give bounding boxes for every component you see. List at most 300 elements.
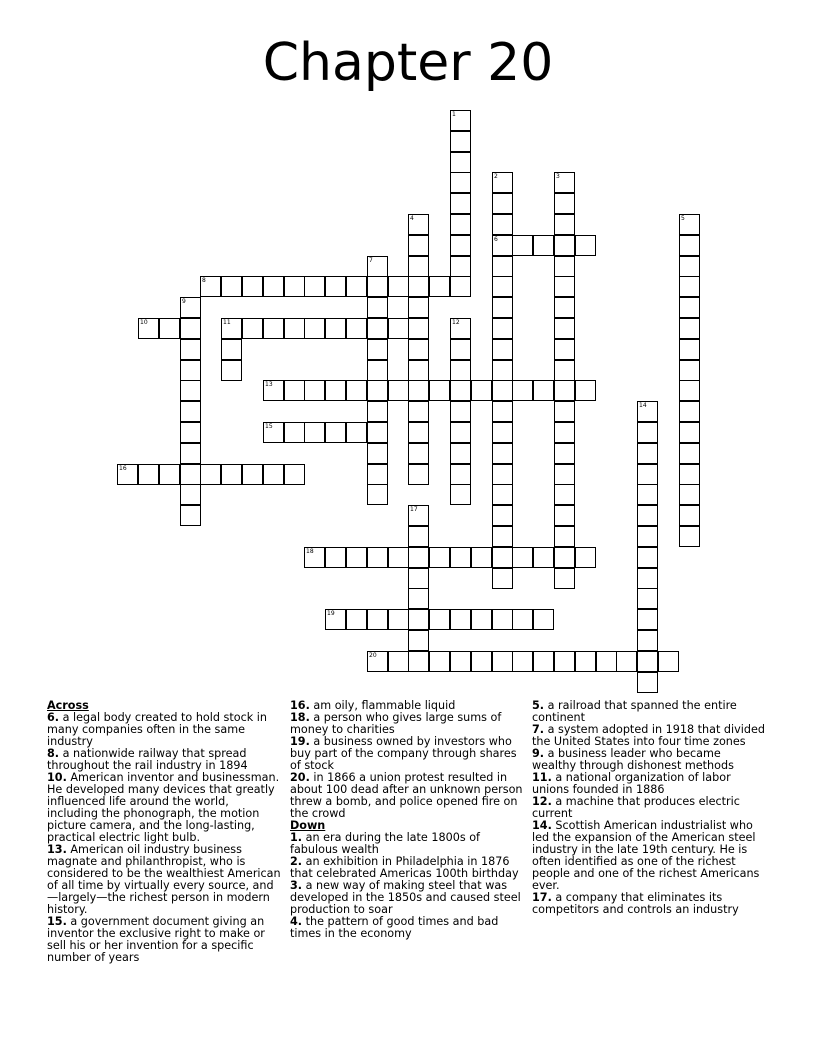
cell-number: 6	[494, 236, 498, 243]
grid-cell[interactable]	[575, 547, 596, 568]
grid-cell[interactable]	[492, 256, 513, 277]
grid-cell[interactable]	[180, 464, 201, 485]
grid-cell[interactable]	[554, 401, 575, 422]
grid-cell[interactable]	[554, 318, 575, 339]
grid-cell[interactable]	[408, 505, 429, 526]
grid-cell[interactable]	[200, 464, 221, 485]
clue-text: am oily, flammable liquid	[313, 699, 456, 712]
clue-down-1	[290, 832, 526, 856]
clue-down-17	[532, 892, 768, 916]
clue-across-20	[290, 772, 526, 820]
grid-cell[interactable]	[492, 547, 513, 568]
grid-cell[interactable]	[159, 464, 180, 485]
grid-cell[interactable]	[512, 235, 533, 256]
grid-cell[interactable]	[450, 131, 471, 152]
grid-cell[interactable]	[492, 276, 513, 297]
grid-cell[interactable]	[637, 672, 658, 693]
grid-cell[interactable]	[450, 152, 471, 173]
grid-cell[interactable]	[575, 380, 596, 401]
clue-across-15	[47, 916, 283, 964]
grid-cell[interactable]	[679, 235, 700, 256]
clue-text: a system adopted in 1918 that divided the United States into four time zones	[532, 723, 765, 748]
grid-cell[interactable]	[554, 339, 575, 360]
clue-number: 1.	[290, 831, 303, 844]
grid-cell[interactable]	[263, 464, 284, 485]
grid-cell[interactable]	[637, 505, 658, 526]
clue-number: 14.	[532, 819, 552, 832]
grid-cell[interactable]	[346, 547, 367, 568]
grid-cell[interactable]	[492, 214, 513, 235]
grid-cell[interactable]	[554, 547, 575, 568]
grid-cell[interactable]	[492, 318, 513, 339]
grid-cell[interactable]	[367, 547, 388, 568]
across-header: Across	[47, 699, 89, 712]
grid-cell[interactable]	[367, 318, 388, 339]
grid-cell[interactable]	[180, 380, 201, 401]
grid-cell[interactable]	[533, 651, 554, 672]
grid-cell[interactable]	[554, 484, 575, 505]
grid-cell[interactable]	[408, 422, 429, 443]
grid-cell[interactable]	[450, 380, 471, 401]
clue-number: 11.	[532, 771, 552, 784]
grid-cell[interactable]	[492, 505, 513, 526]
clue-number: 16.	[290, 699, 310, 712]
grid-cell[interactable]	[492, 609, 513, 630]
grid-cell[interactable]	[450, 443, 471, 464]
grid-cell[interactable]	[388, 651, 409, 672]
grid-cell[interactable]	[284, 422, 305, 443]
clue-number: 5.	[532, 699, 545, 712]
grid-cell[interactable]	[679, 484, 700, 505]
grid-cell[interactable]	[304, 422, 325, 443]
clue-down-14	[532, 820, 768, 892]
clue-across-13	[47, 844, 283, 916]
cell-number: 7	[369, 257, 373, 264]
grid-cell[interactable]	[367, 443, 388, 464]
cell-number: 1	[452, 111, 456, 118]
grid-cell[interactable]	[492, 651, 513, 672]
grid-cell[interactable]	[325, 380, 346, 401]
grid-cell[interactable]	[180, 401, 201, 422]
grid-cell[interactable]	[679, 276, 700, 297]
cell-number: 20	[369, 652, 377, 659]
clue-column-3	[532, 700, 768, 916]
grid-cell[interactable]	[471, 380, 492, 401]
grid-cell[interactable]	[180, 484, 201, 505]
clue-text: a machine that produces electric current	[532, 795, 740, 820]
grid-cell[interactable]	[492, 235, 513, 256]
clue-text: Scottish American industrialist who led the expansion of the American steel industry in the late 19th century. He is often identified as one of the richest people and one of the richest Americans ever.	[532, 819, 760, 892]
grid-cell[interactable]	[304, 380, 325, 401]
grid-cell[interactable]	[242, 464, 263, 485]
grid-cell[interactable]	[367, 297, 388, 318]
grid-cell[interactable]	[637, 422, 658, 443]
grid-cell[interactable]	[180, 505, 201, 526]
grid-cell[interactable]	[263, 318, 284, 339]
grid-cell[interactable]	[221, 318, 242, 339]
clue-number: 3.	[290, 879, 303, 892]
grid-cell[interactable]	[450, 214, 471, 235]
clue-column-1	[47, 700, 283, 964]
grid-cell[interactable]	[637, 651, 658, 672]
clue-down-2	[290, 856, 526, 880]
grid-cell[interactable]	[325, 276, 346, 297]
grid-cell[interactable]	[429, 609, 450, 630]
grid-cell[interactable]	[512, 380, 533, 401]
grid-cell[interactable]	[346, 276, 367, 297]
grid-cell[interactable]	[512, 609, 533, 630]
grid-cell[interactable]	[679, 380, 700, 401]
grid-cell[interactable]	[450, 193, 471, 214]
grid-cell[interactable]	[533, 547, 554, 568]
cell-number: 19	[327, 610, 335, 617]
grid-cell[interactable]	[492, 568, 513, 589]
clue-text: a company that eliminates its competitors and controls an industry	[532, 891, 739, 916]
grid-cell[interactable]	[554, 214, 575, 235]
grid-cell[interactable]	[637, 630, 658, 651]
grid-cell[interactable]	[554, 297, 575, 318]
clue-number: 6.	[47, 711, 60, 724]
clue-down-4	[290, 916, 526, 940]
grid-cell[interactable]	[388, 276, 409, 297]
cell-number: 9	[182, 298, 186, 305]
cell-number: 18	[306, 548, 314, 555]
grid-cell[interactable]	[408, 526, 429, 547]
grid-cell[interactable]	[367, 651, 388, 672]
grid-cell[interactable]	[637, 568, 658, 589]
clue-number: 9.	[532, 747, 545, 760]
grid-cell[interactable]	[429, 276, 450, 297]
cell-number: 11	[223, 319, 231, 326]
grid-cell[interactable]	[221, 464, 242, 485]
grid-cell[interactable]	[117, 464, 138, 485]
grid-cell[interactable]	[367, 609, 388, 630]
cell-number: 2	[494, 173, 498, 180]
grid-cell[interactable]	[325, 422, 346, 443]
grid-cell[interactable]	[679, 318, 700, 339]
clue-text: a person who gives large sums of money to charities	[290, 711, 502, 736]
grid-cell[interactable]	[492, 443, 513, 464]
clue-down-3	[290, 880, 526, 916]
cell-number: 5	[681, 215, 685, 222]
clue-down-7	[532, 724, 768, 748]
grid-cell[interactable]	[533, 235, 554, 256]
grid-cell[interactable]	[450, 318, 471, 339]
grid-cell[interactable]	[554, 464, 575, 485]
grid-cell[interactable]	[679, 339, 700, 360]
grid-cell[interactable]	[616, 651, 637, 672]
grid-cell[interactable]	[554, 276, 575, 297]
grid-cell[interactable]	[679, 214, 700, 235]
grid-cell[interactable]	[180, 318, 201, 339]
grid-cell[interactable]	[408, 568, 429, 589]
grid-cell[interactable]	[492, 484, 513, 505]
grid-cell[interactable]	[408, 235, 429, 256]
grid-cell[interactable]	[284, 464, 305, 485]
grid-cell[interactable]	[533, 380, 554, 401]
grid-cell[interactable]	[492, 172, 513, 193]
grid-cell[interactable]	[242, 318, 263, 339]
grid-cell[interactable]	[658, 651, 679, 672]
grid-cell[interactable]	[367, 401, 388, 422]
clue-text: a nationwide railway that spread throughout the rail industry in 1894	[47, 747, 248, 772]
clue-down-5	[532, 700, 768, 724]
grid-cell[interactable]	[450, 484, 471, 505]
grid-cell[interactable]	[554, 380, 575, 401]
clue-list	[0, 699, 816, 964]
grid-cell[interactable]	[429, 651, 450, 672]
grid-cell[interactable]	[367, 464, 388, 485]
grid-cell[interactable]	[221, 339, 242, 360]
clue-number: 13.	[47, 843, 67, 856]
grid-cell[interactable]	[637, 443, 658, 464]
grid-cell[interactable]	[221, 276, 242, 297]
cell-number: 3	[556, 173, 560, 180]
grid-cell[interactable]	[408, 464, 429, 485]
grid-cell[interactable]	[304, 276, 325, 297]
grid-cell[interactable]	[408, 630, 429, 651]
grid-cell[interactable]	[679, 256, 700, 277]
grid-cell[interactable]	[679, 422, 700, 443]
grid-cell[interactable]	[554, 568, 575, 589]
grid-cell[interactable]	[679, 297, 700, 318]
grid-cell[interactable]	[408, 401, 429, 422]
grid-cell[interactable]	[325, 547, 346, 568]
clue-across-18	[290, 712, 526, 736]
cell-number: 12	[452, 319, 460, 326]
grid-cell[interactable]	[450, 651, 471, 672]
cell-number: 10	[140, 319, 148, 326]
grid-cell[interactable]	[408, 318, 429, 339]
clue-number: 18.	[290, 711, 310, 724]
clue-text: a business leader who became wealthy through dishonest methods	[532, 747, 734, 772]
clue-down-9	[532, 748, 768, 772]
grid-cell[interactable]	[180, 360, 201, 381]
clue-number: 4.	[290, 915, 303, 928]
clue-text: a government document giving an inventor the exclusive right to make or sell his or her invention for a specific number of years	[47, 915, 265, 964]
clue-across-10	[47, 772, 283, 844]
grid-cell[interactable]	[180, 443, 201, 464]
clue-text: an era during the late 1800s of fabulous wealth	[290, 831, 480, 856]
grid-cell[interactable]	[450, 609, 471, 630]
grid-cell[interactable]	[492, 360, 513, 381]
grid-cell[interactable]	[533, 609, 554, 630]
grid-cell[interactable]	[367, 276, 388, 297]
grid-cell[interactable]	[492, 193, 513, 214]
grid-cell[interactable]	[180, 297, 201, 318]
grid-cell[interactable]	[263, 276, 284, 297]
grid-cell[interactable]	[679, 443, 700, 464]
clue-number: 17.	[532, 891, 552, 904]
grid-cell[interactable]	[346, 609, 367, 630]
clue-number: 8.	[47, 747, 60, 760]
clue-text: the pattern of good times and bad times in the economy	[290, 915, 499, 940]
clue-text: an exhibition in Philadelphia in 1876 that celebrated Americas 100th birthday	[290, 855, 519, 880]
grid-cell[interactable]	[408, 339, 429, 360]
grid-cell[interactable]	[408, 380, 429, 401]
grid-cell[interactable]	[408, 588, 429, 609]
grid-cell[interactable]	[637, 401, 658, 422]
grid-cell[interactable]	[242, 276, 263, 297]
grid-cell[interactable]	[554, 172, 575, 193]
grid-cell[interactable]	[284, 380, 305, 401]
grid-cell[interactable]	[388, 609, 409, 630]
grid-cell[interactable]	[512, 547, 533, 568]
grid-cell[interactable]	[554, 526, 575, 547]
grid-cell[interactable]	[492, 464, 513, 485]
clue-down-11	[532, 772, 768, 796]
clue-number: 12.	[532, 795, 552, 808]
grid-cell[interactable]	[492, 422, 513, 443]
clue-across-8	[47, 748, 283, 772]
grid-cell[interactable]	[388, 318, 409, 339]
grid-cell[interactable]	[637, 526, 658, 547]
grid-cell[interactable]	[221, 360, 242, 381]
grid-cell[interactable]	[450, 235, 471, 256]
grid-cell[interactable]	[512, 651, 533, 672]
cell-number: 15	[265, 423, 273, 430]
grid-cell[interactable]	[575, 235, 596, 256]
grid-cell[interactable]	[408, 443, 429, 464]
grid-cell[interactable]	[263, 380, 284, 401]
clue-down-12	[532, 796, 768, 820]
clue-number: 7.	[532, 723, 545, 736]
grid-cell[interactable]	[679, 401, 700, 422]
grid-cell[interactable]	[554, 193, 575, 214]
grid-cell[interactable]	[637, 484, 658, 505]
page-title: Chapter 20	[262, 33, 554, 93]
clue-number: 2.	[290, 855, 303, 868]
grid-cell[interactable]	[304, 547, 325, 568]
clue-text: American oil industry business magnate and philanthropist, who is considered to be the wealthiest American of all time by virtually every source, and—largely—the richest person in modern history.	[47, 843, 281, 916]
grid-cell[interactable]	[346, 380, 367, 401]
grid-cell[interactable]	[679, 464, 700, 485]
grid-cell[interactable]	[679, 526, 700, 547]
grid-cell[interactable]	[367, 484, 388, 505]
clue-number: 15.	[47, 915, 67, 928]
grid-cell[interactable]	[554, 235, 575, 256]
grid-cell[interactable]	[325, 318, 346, 339]
clue-column-2	[290, 700, 526, 940]
grid-cell[interactable]	[450, 256, 471, 277]
grid-cell[interactable]	[492, 380, 513, 401]
grid-cell[interactable]	[408, 214, 429, 235]
grid-cell[interactable]	[346, 318, 367, 339]
grid-cell[interactable]	[492, 526, 513, 547]
grid-cell[interactable]	[679, 360, 700, 381]
cell-number: 13	[265, 381, 273, 388]
grid-cell[interactable]	[554, 422, 575, 443]
clue-text: in 1866 a union protest resulted in about 100 dead after an unknown person threw a bomb, and police opened fire on the crowd	[290, 771, 523, 820]
grid-cell[interactable]	[367, 256, 388, 277]
grid-cell[interactable]	[408, 297, 429, 318]
clue-number: 19.	[290, 735, 310, 748]
grid-cell[interactable]	[408, 276, 429, 297]
grid-cell[interactable]	[450, 360, 471, 381]
clue-across-19	[290, 736, 526, 772]
grid-cell[interactable]	[679, 505, 700, 526]
clue-number: 10.	[47, 771, 67, 784]
clue-text: a railroad that spanned the entire continent	[532, 699, 737, 724]
grid-cell[interactable]	[637, 609, 658, 630]
cell-number: 4	[410, 215, 414, 222]
grid-cell[interactable]	[200, 276, 221, 297]
grid-cell[interactable]	[450, 464, 471, 485]
clue-text: American inventor and businessman. He developed many devices that greatly influenced life around the world, including the phonograph, the motion picture camera, and the long-lasting, practical electric light bulb.	[47, 771, 280, 844]
clue-text: a business owned by investors who buy part of the company through shares of stock	[290, 735, 517, 772]
grid-cell[interactable]	[159, 318, 180, 339]
grid-cell[interactable]	[492, 339, 513, 360]
grid-cell[interactable]	[471, 547, 492, 568]
grid-cell[interactable]	[554, 360, 575, 381]
grid-cell[interactable]	[367, 339, 388, 360]
grid-cell[interactable]	[450, 110, 471, 131]
grid-cell[interactable]	[180, 339, 201, 360]
cell-number: 8	[202, 277, 206, 284]
grid-cell[interactable]	[408, 547, 429, 568]
grid-cell[interactable]	[304, 318, 325, 339]
grid-cell[interactable]	[450, 276, 471, 297]
grid-cell[interactable]	[450, 422, 471, 443]
grid-cell[interactable]	[554, 256, 575, 277]
cell-number: 14	[639, 402, 647, 409]
grid-cell[interactable]	[388, 380, 409, 401]
grid-cell[interactable]	[408, 360, 429, 381]
grid-cell[interactable]	[554, 443, 575, 464]
grid-cell[interactable]	[138, 464, 159, 485]
grid-cell[interactable]	[450, 401, 471, 422]
grid-cell[interactable]	[554, 505, 575, 526]
clue-across-6	[47, 712, 283, 748]
grid-cell[interactable]	[450, 547, 471, 568]
cell-number: 16	[119, 465, 127, 472]
grid-cell[interactable]	[471, 651, 492, 672]
grid-cell[interactable]	[388, 547, 409, 568]
clue-text: a legal body created to hold stock in many companies often in the same industry	[47, 711, 267, 748]
grid-cell[interactable]	[450, 172, 471, 193]
grid-cell[interactable]	[596, 651, 617, 672]
grid-cell[interactable]	[429, 380, 450, 401]
clue-number: 20.	[290, 771, 310, 784]
grid-cell[interactable]	[408, 609, 429, 630]
clue-text: a new way of making steel that was developed in the 1850s and caused steel production to soar	[290, 879, 521, 916]
grid-cell[interactable]	[367, 380, 388, 401]
grid-cell[interactable]	[367, 422, 388, 443]
grid-cell[interactable]	[554, 651, 575, 672]
clue-text: a national organization of labor unions founded in 1886	[532, 771, 731, 796]
grid-cell[interactable]	[180, 422, 201, 443]
grid-cell[interactable]	[284, 318, 305, 339]
cell-number: 17	[410, 506, 418, 513]
grid-cell[interactable]	[471, 609, 492, 630]
grid-cell[interactable]	[408, 651, 429, 672]
grid-cell[interactable]	[284, 276, 305, 297]
grid-cell[interactable]	[492, 401, 513, 422]
grid-cell[interactable]	[492, 297, 513, 318]
grid-cell[interactable]	[346, 422, 367, 443]
grid-cell[interactable]	[367, 360, 388, 381]
grid-cell[interactable]	[450, 339, 471, 360]
grid-cell[interactable]	[637, 464, 658, 485]
grid-cell[interactable]	[325, 609, 346, 630]
grid-cell[interactable]	[408, 256, 429, 277]
grid-cell[interactable]	[263, 422, 284, 443]
grid-cell[interactable]	[575, 651, 596, 672]
grid-cell[interactable]	[429, 547, 450, 568]
grid-cell[interactable]	[637, 547, 658, 568]
grid-cell[interactable]	[637, 588, 658, 609]
grid-cell[interactable]	[138, 318, 159, 339]
